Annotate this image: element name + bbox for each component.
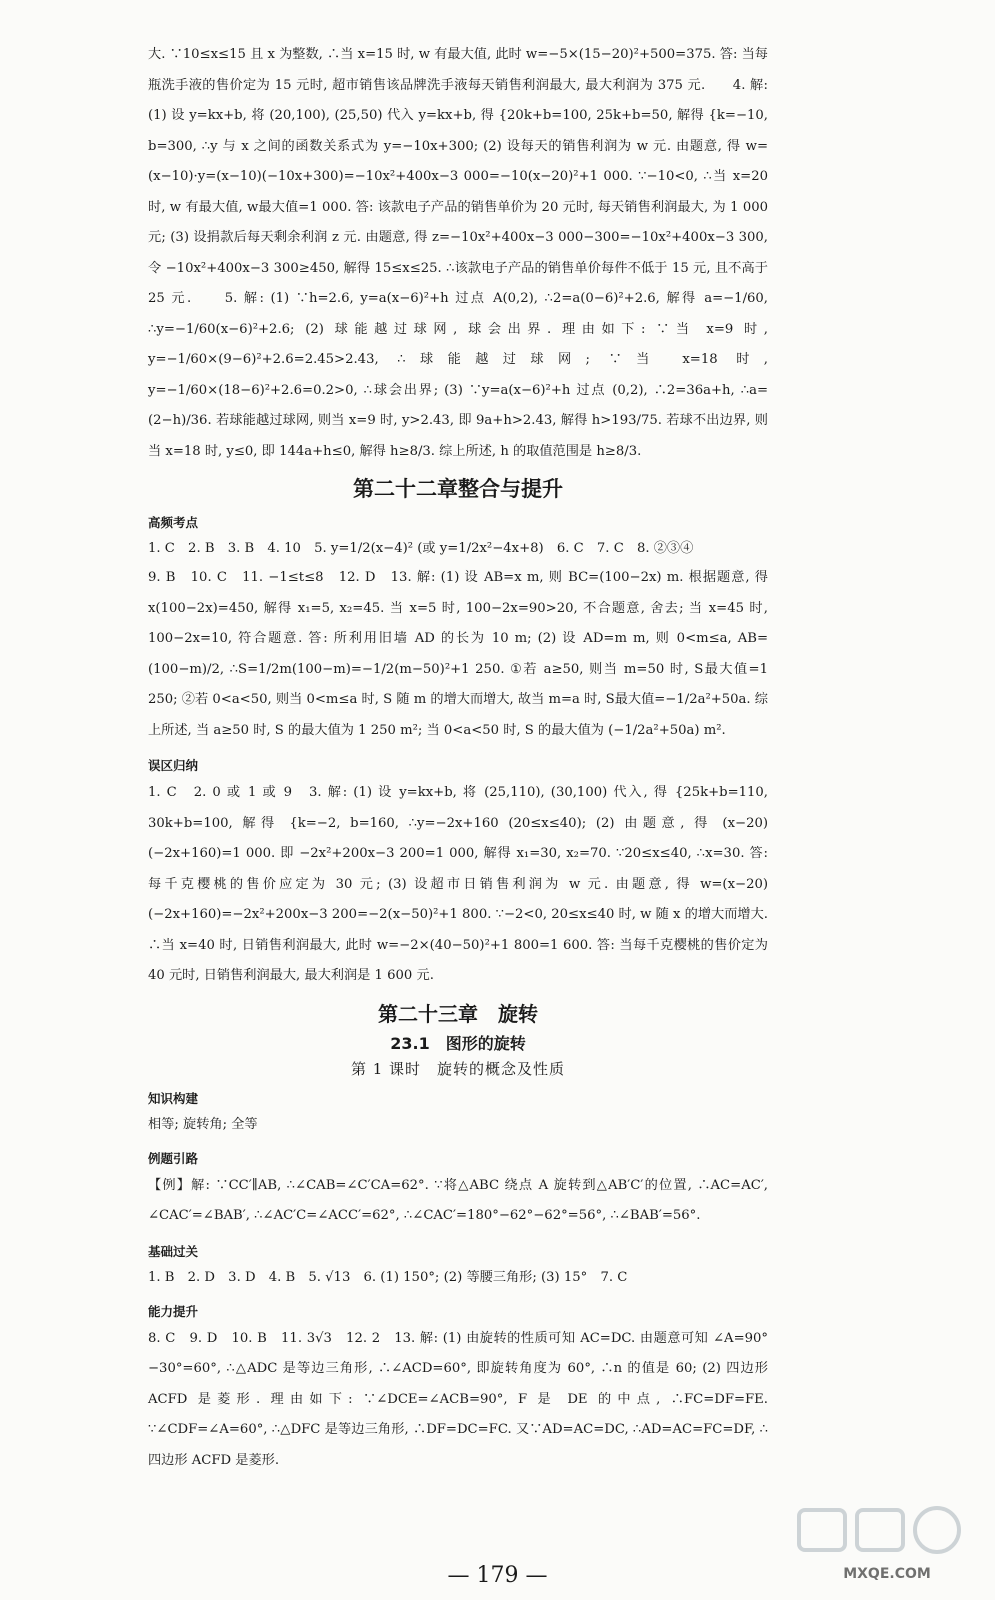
answers-line-basics: 1. B 2. D 3. D 4. B 5. √13 6. (1) 150°; (2) 等腰三角形; (3) 15° 7. C	[148, 1269, 628, 1285]
section-label-high-frequency: 高频考点	[148, 515, 199, 530]
section-label-misconceptions: 误区归纳	[148, 758, 199, 773]
chapter-23-title: 第二十三章 旋转	[378, 1001, 538, 1026]
lesson-title: 第 1 课时 旋转的概念及性质	[350, 1059, 566, 1078]
page-number: — 179 —	[447, 1563, 548, 1588]
watermark-logo	[797, 1506, 977, 1590]
answer-paragraph-misconceptions: 1. C 2. 0 或 1 或 9 3. 解: (1) 设 y=kx+b, 将 (25,110), (30,100) 代入, 得 {25k+b=110, 30k+b=100, 解得 {k=−2, b=160, ∴y=−2x+160 (20≤x≤40); (2) 由题意, 得 (x−20)(−2x+160)=1 000. 即 −2x²+200x−3 200=1 000, 解得 x₁=30, x₂=70. ∵20≤x≤40, ∴x=30. 答: 每千克樱桃的售价应定为 30 元; (3) 设超市日销售利润为 w 元. 由题意, 得 w=(x−20)(−2x+160)=−2x²+200x−3 200=−2(x−50)²+1 800. ∵−2<0, 20≤x≤40 时, w 随 x 的增大而增大. ∴当 x=40 时, 日销售利润最大, 此时 w=−2×(40−50)²+1 800=1 600. 答: 当每千克樱桃的售价定为 40 元时, 日销售利润最大, 最大利润是 1 600 元.	[148, 785, 768, 983]
watermark-text: MXQE.COM	[843, 1566, 931, 1582]
section-label-basics: 基础过关	[148, 1243, 199, 1259]
answers-line-knowledge: 相等; 旋转角; 全等	[148, 1116, 258, 1132]
section-label-knowledge: 知识构建	[148, 1090, 199, 1106]
section-label-advanced: 能力提升	[148, 1303, 199, 1319]
answer-paragraph-high-frequency: 9. B 10. C 11. −1≤t≤8 12. D 13. 解: (1) 设 AB=x m, 则 BC=(100−2x) m. 根据题意, 得 x(100−2x)=450, 解得 x₁=5, x₂=45. 当 x=5 时, 100−2x=90>20, 不合题意, 舍去; 当 x=45 时, 100−2x=10, 符合题意. 答: 所利用旧墙 AD 的长为 10 m; (2) 设 AD=m m, 则 0<m≤a, AB=(100−m)/2, ∴S=1/2m(100−m)=−1/2(m−50)²+1 250. ①若 a≥50, 则当 m=50 时, S最大值=1 250; ②若 0<a<50, 则当 0<m≤a 时, S 随 m 的增大而增大, 故当 m=a 时, S最大值=−1/2a²+50a. 综上所述, 当 a≥50 时, S 的最大值为 1 250 m²; 当 0<a<50 时, S 的最大值为 (−1/2a²+50a) m².	[148, 570, 768, 738]
answer-paragraph-example: 【例】解: ∵CC′∥AB, ∴∠CAB=∠C′CA=62°. ∵将△ABC 绕点 A 旋转到△AB′C′的位置, ∴AC=AC′, ∠CAC′=∠BAB′, ∴∠AC′C=∠ACC′=62°, ∴∠CAC′=180°−62°−62°=56°, ∴∠BAB′=56°.	[148, 1177, 768, 1223]
chapter-22-review-title: 第二十二章整合与提升	[353, 477, 563, 501]
section-label-examples: 例题引路	[148, 1150, 199, 1166]
section-23-1-title: 23.1 图形的旋转	[390, 1033, 526, 1053]
watermark-logo-icon	[797, 1506, 977, 1586]
answer-paragraph-advanced: 8. C 9. D 10. B 11. 3√3 12. 2 13. 解: (1) 由旋转的性质可知 AC=DC. 由题意可知 ∠A=90°−30°=60°, ∴△ADC 是等边三角形, ∴∠ACD=60°, 即旋转角度为 60°, ∴n 的值是 60; (2) 四边形 ACFD 是菱形. 理由如下: ∵∠DCE=∠ACB=90°, F 是 DE 的中点, ∴FC=DF=FE. ∵∠CDF=∠A=60°, ∴△DFC 是等边三角形, ∴DF=DC=FC. 又∵AD=AC=DC, ∴AD=AC=FC=DF, ∴四边形 ACFD 是菱形.	[148, 1330, 768, 1468]
answer-paragraph-ch21: 大. ∵10≤x≤15 且 x 为整数, ∴当 x=15 时, w 有最大值, 此时 w=−5×(15−20)²+500=375. 答: 当每瓶洗手液的售价定为 15 元时, 超市销售该品牌洗手液每天销售利润最大, 最大利润为 375 元. 4. 解: (1) 设 y=kx+b, 将 (20,100), (25,50) 代入 y=kx+b, 得 {20k+b=100, 25k+b=50, 解得 {k=−10, b=300, ∴y 与 x 之间的函数关系式为 y=−10x+300; (2) 设每天的销售利润为 w 元. 由题意, 得 w=(x−10)·y=(x−10)(−10x+300)=−10x²+400x−3 000=−10(x−20)²+1 000. ∵−10<0, ∴当 x=20 时, w 有最大值, w最大值=1 000. 答: 该款电子产品的销售单价为 20 元时, 每天销售利润最大, 为 1 000 元; (3) 设捐款后每天剩余利润 z 元. 由题意, 得 z=−10x²+400x−3 000−300=−10x²+400x−3 300, 令 −10x²+400x−3 300≥450, 解得 15≤x≤25. ∴该款电子产品的销售单价每件不低于 15 元, 且不高于 25 元. 5. 解: (1) ∵h=2.6, y=a(x−6)²+h 过点 A(0,2), ∴2=a(0−6)²+2.6, 解得 a=−1/60, ∴y=−1/60(x−6)²+2.6; (2) 球能越过球网, 球会出界. 理由如下: ∵当 x=9 时, y=−1/60×(9−6)²+2.6=2.45>2.43, ∴球能越过球网; ∵当 x=18 时, y=−1/60×(18−6)²+2.6=0.2>0, ∴球会出界; (3) ∵y=a(x−6)²+h 过点 (0,2), ∴2=36a+h, ∴a=(2−h)/36. 若球能越过球网, 则当 x=9 时, y>2.43, 即 9a+h>2.43, 解得 h>193/75. 若球不出边界, 则当 x=18 时, y≤0, 即 144a+h≤0, 解得 h≥8/3. 综上所述, h 的取值范围是 h≥8/3.	[148, 47, 768, 459]
answer-page	[148, 40, 768, 1476]
answers-line-high-frequency: 1. C 2. B 3. B 4. 10 5. y=1/2(x−4)² (或 y=1/2x²−4x+8) 6. C 7. C 8. ②③④	[148, 541, 694, 556]
